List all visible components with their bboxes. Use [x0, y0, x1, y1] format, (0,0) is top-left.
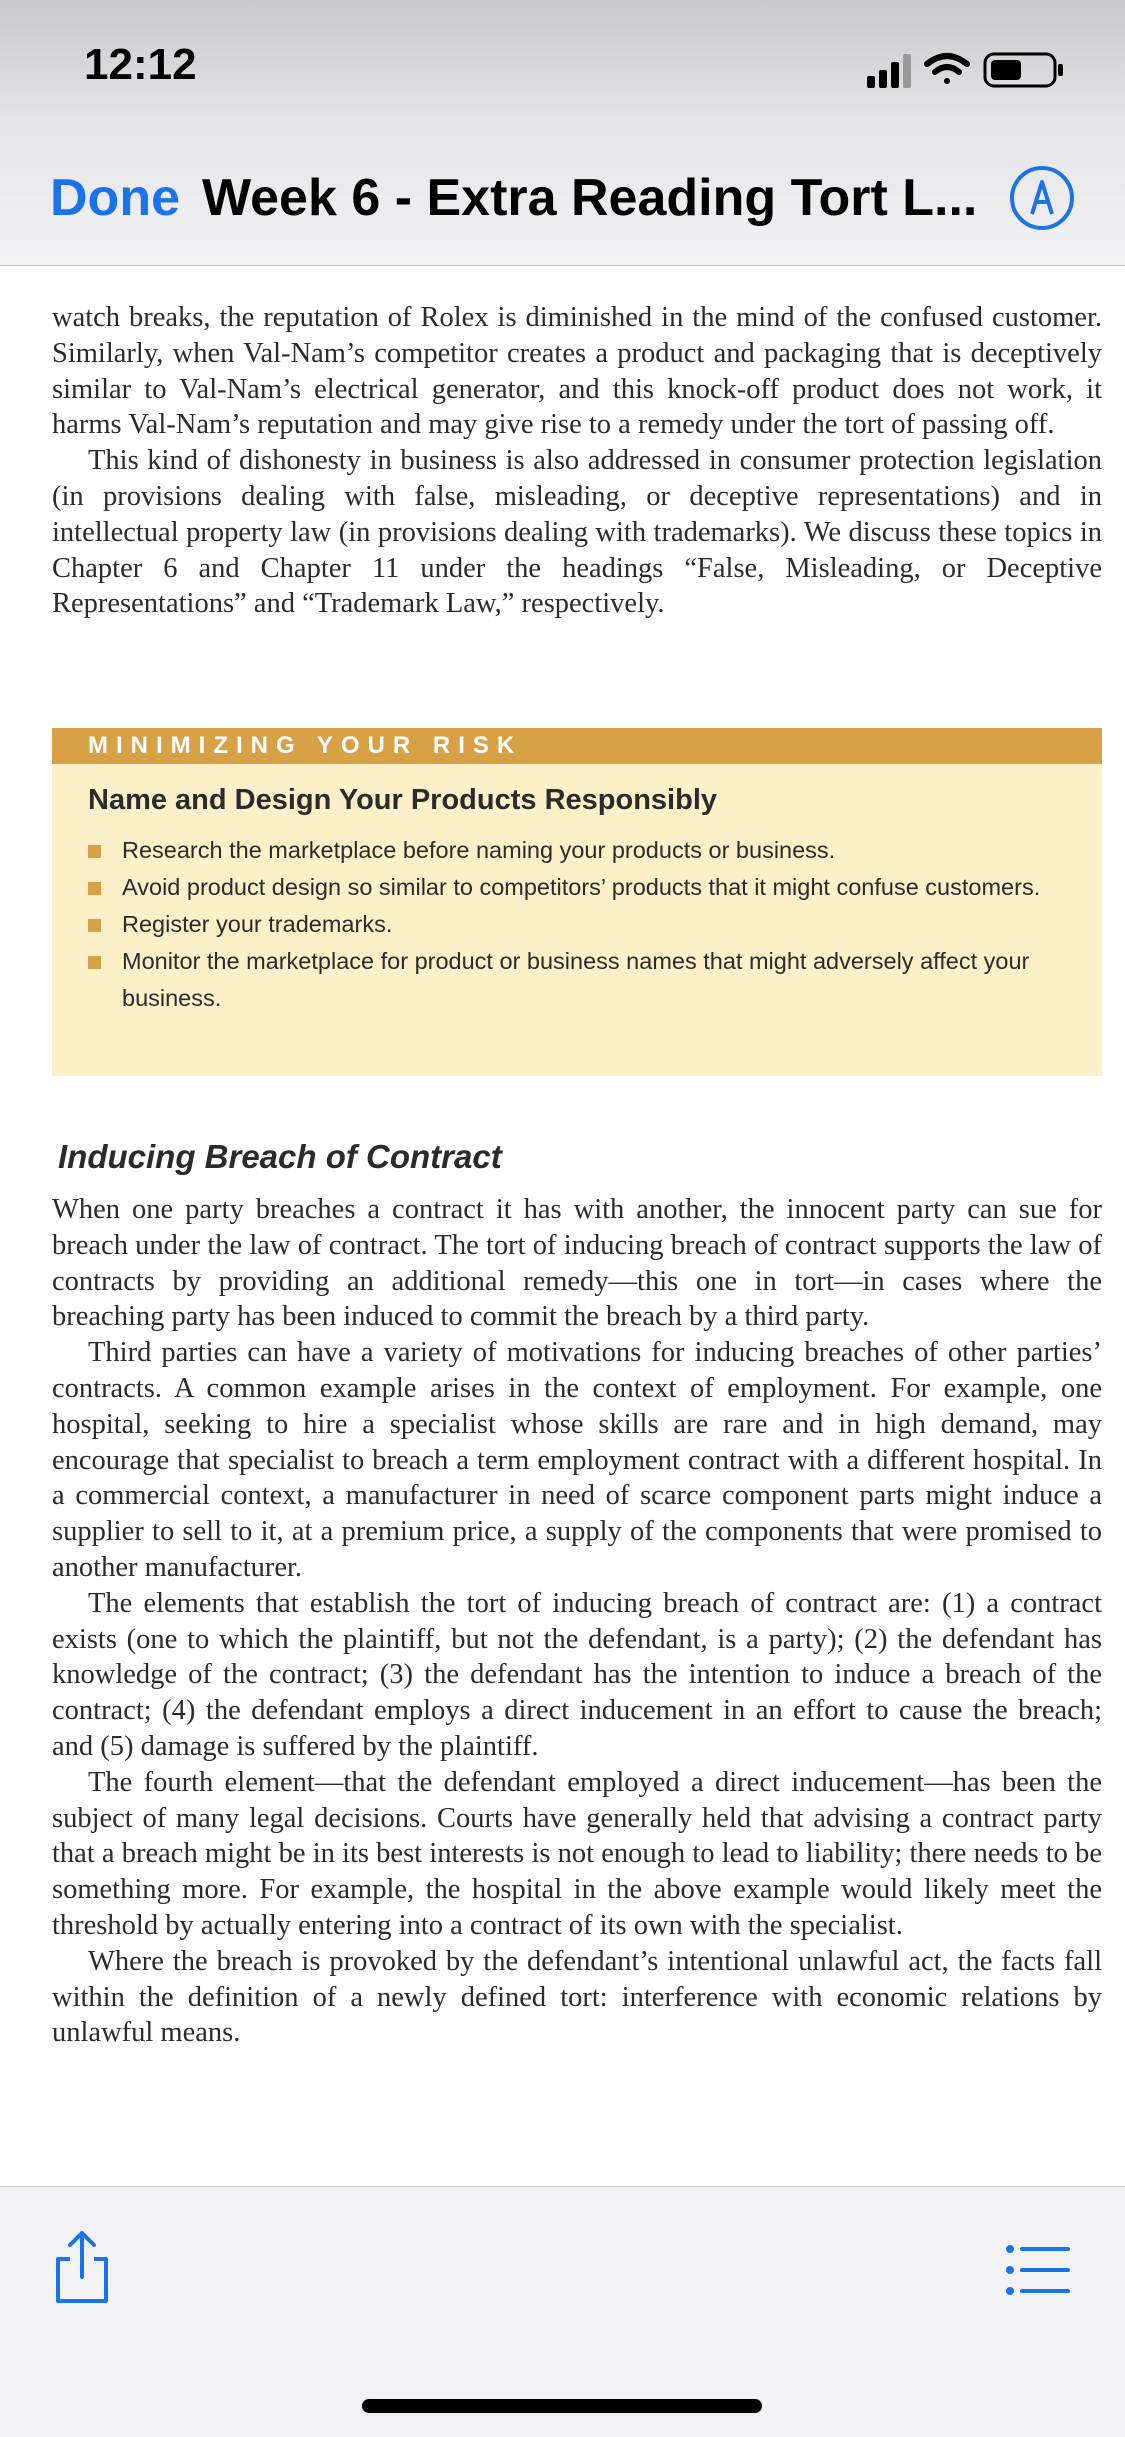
- paragraph: The fourth element—that the defendant employed a direct inducement—has been the subject of many legal decisions. Courts have generally held that advising a contract party that a breach might be in its best interests is not enough to lead to liability; there needs to be something more. For example, the hospital in the above example would likely meet the threshold by actually entering into a contract of its own with the specialist.: [52, 1766, 1102, 1941]
- share-icon[interactable]: [52, 2229, 112, 2305]
- bullet-icon: [88, 882, 101, 895]
- signal-icon: [867, 54, 911, 88]
- paragraph: The elements that establish the tort of inducing breach of contract are: (1) a contract exists (one to which the plaintiff, but not the defendant, is a party); (2) the defendant has knowledge of the contract; (3) the defendant has the intention to induce a breach of the contract; (4) the defendant employs a direct inducement in an effort to cause the breach; and (5) damage is suffered by the plaintiff.: [52, 1587, 1102, 1762]
- risk-box-title: Name and Design Your Products Responsibly: [88, 784, 718, 816]
- list-item: Monitor the marketplace for product or business names that might adversely affect your business.: [88, 943, 1078, 1017]
- markup-pen-icon[interactable]: [1008, 164, 1076, 232]
- list-item: Research the marketplace before naming your products or business.: [88, 832, 1078, 869]
- paragraph: This kind of dishonesty in business is also addressed in consumer protection legislation (in provisions dealing with false, misleading, or deceptive representations) and in intellectual property law (in provisions dealing with trademarks). We discuss these topics in Chapter 6 and Chapter 11 under the headings “False, Misleading, or Deceptive Representations” and “Trademark Law,” respectively.: [52, 445, 1102, 620]
- document-page-top: [52, 300, 1102, 622]
- done-button[interactable]: Done: [50, 169, 180, 227]
- top-chrome: [0, 0, 1125, 266]
- document-page-bottom: [52, 1192, 1102, 2051]
- section-heading: Inducing Breach of Contract: [58, 1138, 502, 1175]
- document-title: Week 6 - Extra Reading Tort L...: [202, 169, 978, 227]
- battery-icon: [985, 54, 1063, 86]
- bullet-icon: [88, 845, 101, 858]
- status-time: 12:12: [84, 40, 197, 89]
- paragraph: watch breaks, the reputation of Rolex is diminished in the mind of the confused customer. Similarly, when Val-Nam’s competitor creates a product and packaging that is deceptively similar to Val-Nam’s electrical generator, and this knock-off product does not work, it harms Val-Nam’s reputation and may give rise to a remedy under the tort of passing off.: [52, 302, 1102, 441]
- paragraph: Where the breach is provoked by the defendant’s intentional unlawful act, the facts fall within the definition of a newly defined tort: interference with economic relations by unlawful means.: [52, 1945, 1102, 2049]
- list-item: Avoid product design so similar to competitors’ products that it might confuse customers.: [88, 869, 1078, 906]
- risk-box-header: MINIMIZING YOUR RISK: [52, 728, 1102, 764]
- home-indicator: [362, 2399, 762, 2413]
- bullet-icon: [88, 919, 101, 932]
- wifi-icon: [927, 56, 967, 84]
- paragraph: When one party breaches a contract it has with another, the innocent party can sue for breach under the law of contract. The tort of inducing breach of contract supports the law of contracts by providing an additional remedy—this one in tort—in cases where the breaching party has been induced to commit the breach by a third party.: [52, 1194, 1102, 1333]
- list-item: Register your trademarks.: [88, 906, 1078, 943]
- minimizing-risk-box: [52, 728, 1102, 1076]
- risk-list: [88, 832, 1078, 1017]
- bullet-icon: [88, 956, 101, 969]
- status-icons: [867, 48, 1077, 92]
- list-icon[interactable]: [1004, 2243, 1070, 2297]
- paragraph: Third parties can have a variety of motivations for inducing breaches of other parties’ contracts. A common example arises in the context of employment. For example, one hospital, seeking to hire a specialist whose skills are rare and in high demand, may encourage that specialist to breach a term employment contract with a different hospital. In a commercial context, a manufacturer in need of scarce component parts might induce a supplier to sell to it, at a premium price, a supply of the components that were promised to another manufacturer.: [52, 1337, 1102, 1583]
